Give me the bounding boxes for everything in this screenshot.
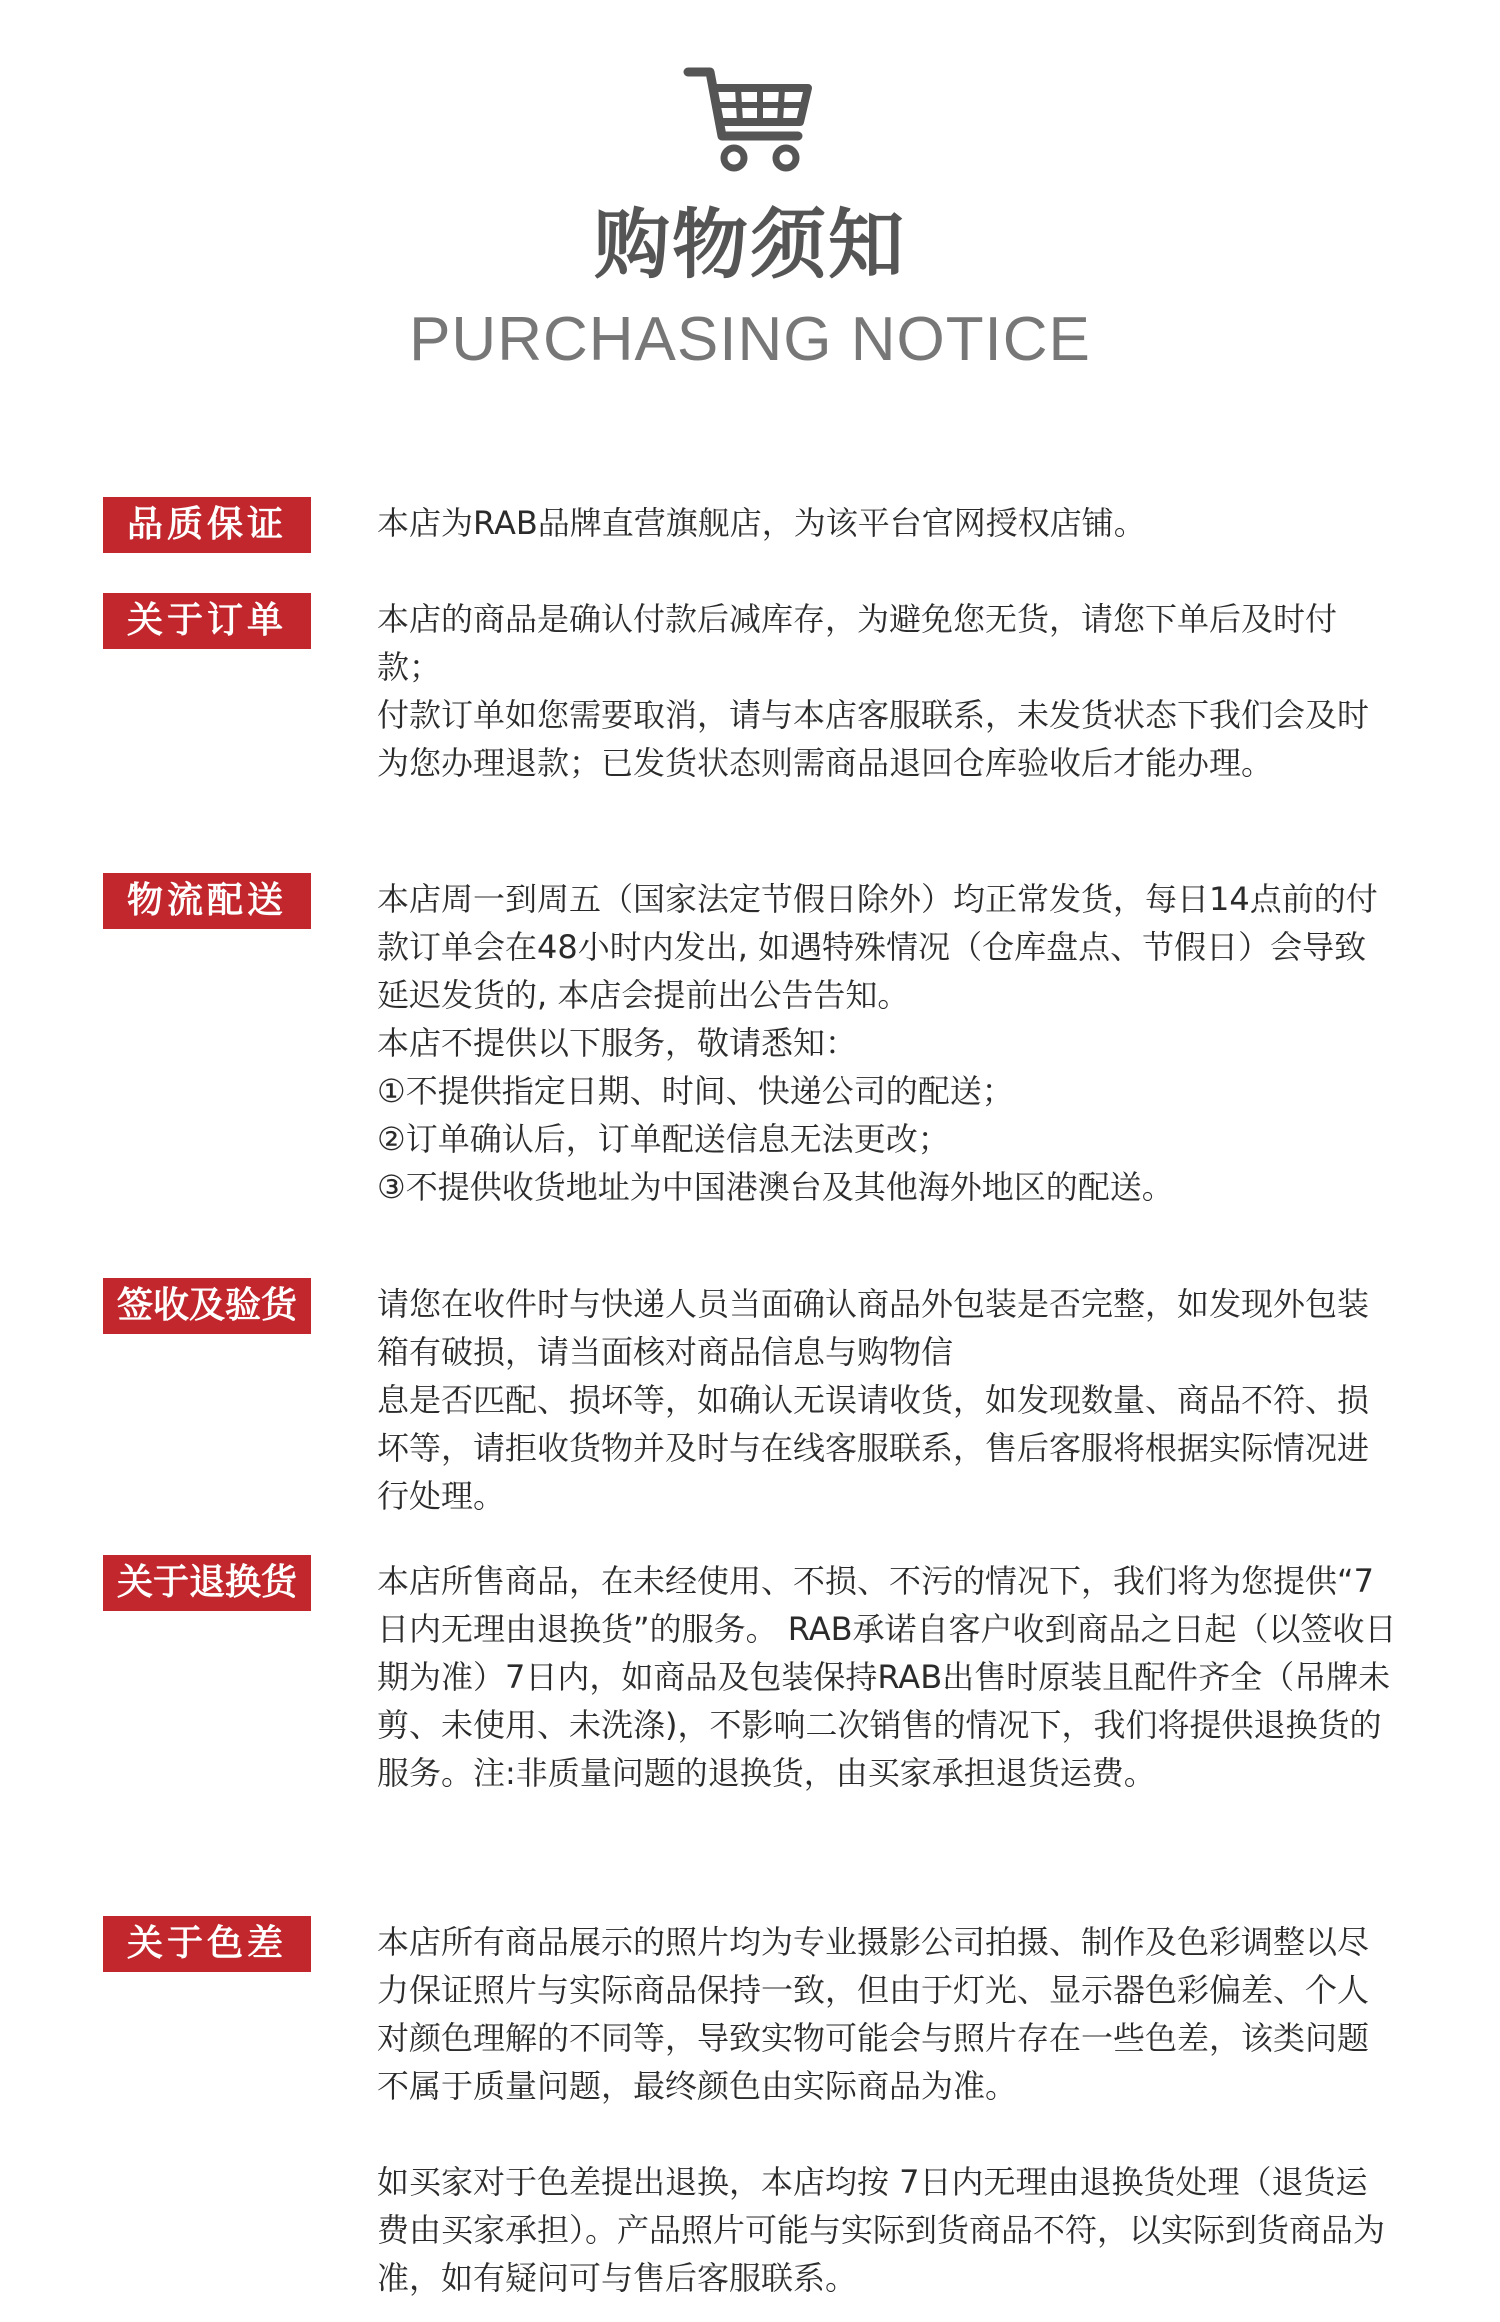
paragraph: 本店的商品是确认付款后减库存，为避免您无货，请您下单后及时付款；: [377, 600, 1338, 686]
page-title: 购物须知: [594, 200, 906, 289]
paragraph-spacer: [377, 2110, 1397, 2158]
section-body: [377, 499, 1397, 547]
section-label: 关于退换货: [103, 1555, 311, 1611]
paragraph: 请您在收件时与快递人员当面确认商品外包装是否完整，如发现外包装箱有破损，请当面核对商品信息与购物信: [377, 1285, 1370, 1371]
section-label: 物流配送: [103, 873, 311, 929]
section-body: [377, 1557, 1397, 1797]
section-label: 关于色差: [103, 1916, 311, 1972]
section-label: 品质保证: [103, 497, 311, 553]
section-body: [377, 1280, 1397, 1520]
paragraph: 息是否匹配、损坏等，如确认无误请收货，如发现数量、商品不符、损坏等，请拒收货物并及时与在线客服联系，售后客服将根据实际情况进行处理。: [377, 1381, 1370, 1515]
section-body: [377, 595, 1397, 787]
page-subtitle: PURCHASING NOTICE: [409, 305, 1091, 374]
list-item: ①不提供指定日期、时间、快递公司的配送；: [377, 1072, 1014, 1110]
shopping-cart-icon: [680, 60, 820, 180]
list-item: ②订单确认后，订单配送信息无法更改；: [377, 1120, 950, 1158]
section-label: 关于订单: [103, 593, 311, 649]
paragraph: 付款订单如您需要取消，请与本店客服联系，未发货状态下我们会及时为您办理退款；已发货状态则需商品退回仓库验收后才能办理。: [377, 696, 1370, 782]
section-body: [377, 875, 1397, 1211]
paragraph: 本店周一到周五（国家法定节假日除外）均正常发货，每日14点前的付款订单会在48小时内发出, 如遇特殊情况（仓库盘点、节假日）会导致延迟发货的, 本店会提前出公告告知。: [377, 880, 1378, 1014]
paragraph: 本店为RAB品牌直营旗舰店，为该平台官网授权店铺。: [377, 504, 1146, 542]
section-label: 签收及验货: [103, 1278, 311, 1334]
paragraph: 如买家对于色差提出退换，本店均按 7日内无理由退换货处理（退货运费由买家承担）。产品照片可能与实际到货商品不符，以实际到货商品为准，如有疑问可与售后客服联系。: [377, 2163, 1386, 2297]
list-item: ③不提供收货地址为中国港澳台及其他海外地区的配送。: [377, 1168, 1174, 1206]
notice-header: [0, 0, 1500, 400]
paragraph: 本店所售商品，在未经使用、不损、不污的情况下，我们将为您提供“7日内无理由退换货”的服务。 RAB承诺自客户收到商品之日起（以签收日期为准）7日内，如商品及包装保持RAB出售时原装且配件齐全（吊牌未剪、未使用、未洗涤)，不影响二次销售的情况下，我们将提供退换货的服务。注:非质量问题的退换货，由买家承担退货运费。: [377, 1562, 1397, 1792]
paragraph: 本店不提供以下服务，敬请悉知：: [377, 1024, 858, 1062]
section-body: [377, 1918, 1397, 2302]
paragraph: 本店所有商品展示的照片均为专业摄影公司拍摄、制作及色彩调整以尽力保证照片与实际商品保持一致，但由于灯光、显示器色彩偏差、个人对颜色理解的不同等，导致实物可能会与照片存在一些色差，该类问题不属于质量问题，最终颜色由实际商品为准。: [377, 1923, 1370, 2105]
